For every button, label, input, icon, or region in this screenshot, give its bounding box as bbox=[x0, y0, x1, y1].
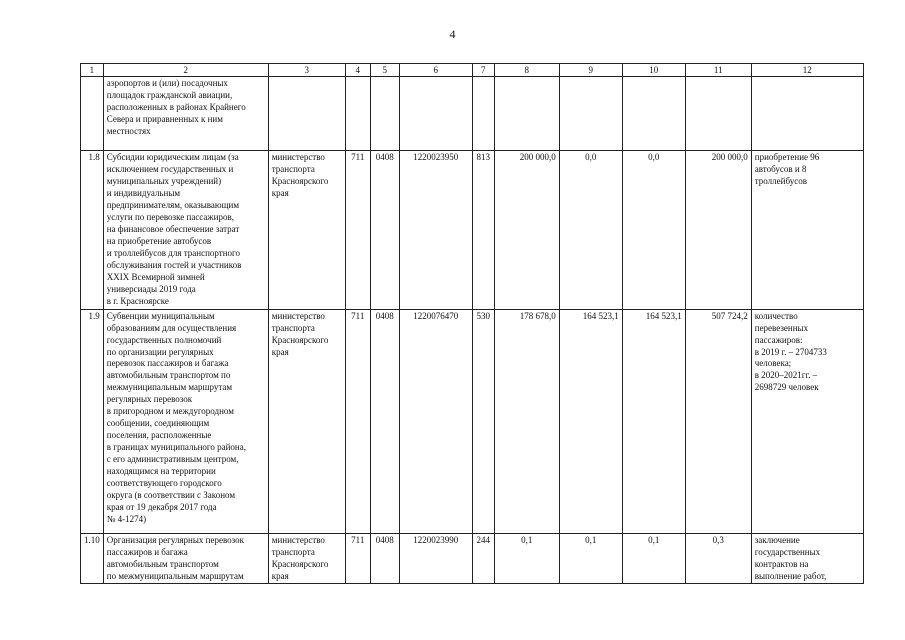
amount-2019 bbox=[494, 77, 559, 151]
target-article-code: 1220023950 bbox=[399, 151, 472, 310]
table-row bbox=[81, 533, 864, 584]
section-code: 0408 bbox=[370, 151, 399, 310]
amount-total: 507 724,2 bbox=[685, 309, 751, 533]
column-number: 12 bbox=[751, 64, 863, 77]
amount-2020 bbox=[559, 77, 622, 151]
row-number: 1.8 bbox=[81, 151, 104, 310]
amount-total bbox=[685, 77, 751, 151]
column-number: 10 bbox=[622, 64, 685, 77]
target-article-code: 1220023990 bbox=[399, 533, 472, 584]
section-code bbox=[370, 77, 399, 151]
program-measures-table bbox=[80, 63, 864, 584]
measure-description: Субсидии юридическим лицам (за исключением государственных и муниципальных учреждений) и индивидуальным предпринимателям, оказывающим услуги по перевозке пассажиров, на финансовое обеспечение затрат на приобретение автобусов и троллейбусов для транспортного обслуживания гостей и участников XXIX Всемирной зимней универсиады 2019 года в г. Красноярске bbox=[103, 151, 268, 310]
expected-result: количество перевезенных пассажиров: в 2019 г. – 2704733 человека; в 2020–2021гг. – 2698729 человек bbox=[751, 309, 863, 533]
executor: министерство транспорта Красноярского края bbox=[268, 151, 345, 310]
column-number: 5 bbox=[370, 64, 399, 77]
column-number: 6 bbox=[399, 64, 472, 77]
expense-type-code bbox=[472, 77, 494, 151]
measure-description: Субвенции муниципальным образованиям для осуществления государственных полномочий по организации регулярных перевозок пассажиров и багажа автомобильным транспортом по межмуниципальным маршрутам регулярных перевозок в пригородном и междугородном сообщении, соединяющим поселения, расположенные в границах муниципального района, с его административным центром, находящимся на территории соответствующего городского округа (в соответствии с Законом края от 19 декабря 2017 года № 4-1274) bbox=[103, 309, 268, 533]
amount-total: 200 000,0 bbox=[685, 151, 751, 310]
expected-result: приобретение 96 автобусов и 8 троллейбусов bbox=[751, 151, 863, 310]
table-row bbox=[81, 309, 864, 533]
measure-description: Организация регулярных перевозок пассажиров и багажа автомобильным транспортом по межмуниципальным маршрутам bbox=[103, 533, 268, 584]
grbs-code: 711 bbox=[345, 533, 370, 584]
expense-type-code: 813 bbox=[472, 151, 494, 310]
column-number: 2 bbox=[103, 64, 268, 77]
amount-2019: 178 678,0 bbox=[494, 309, 559, 533]
executor: министерство транспорта Красноярского края bbox=[268, 309, 345, 533]
column-number: 1 bbox=[81, 64, 104, 77]
expense-type-code: 244 bbox=[472, 533, 494, 584]
amount-2020: 164 523,1 bbox=[559, 309, 622, 533]
measure-description: аэропортов и (или) посадочных площадок гражданской авиации, расположенных в районах Крайнего Севера и приравненных к ним местностях bbox=[103, 77, 268, 151]
amount-2020: 0,1 bbox=[559, 533, 622, 584]
executor: министерство транспорта Красноярского края bbox=[268, 533, 345, 584]
amount-2021: 0,0 bbox=[622, 151, 685, 310]
amount-2019: 200 000,0 bbox=[494, 151, 559, 310]
row-number: 1.10 bbox=[81, 533, 104, 584]
column-number: 9 bbox=[559, 64, 622, 77]
table-row bbox=[81, 151, 864, 310]
expected-result bbox=[751, 77, 863, 151]
section-code: 0408 bbox=[370, 309, 399, 533]
amount-2021: 164 523,1 bbox=[622, 309, 685, 533]
expense-type-code: 530 bbox=[472, 309, 494, 533]
executor bbox=[268, 77, 345, 151]
section-code: 0408 bbox=[370, 533, 399, 584]
target-article-code bbox=[399, 77, 472, 151]
column-number: 3 bbox=[268, 64, 345, 77]
grbs-code bbox=[345, 77, 370, 151]
column-number: 8 bbox=[494, 64, 559, 77]
row-number: 1.9 bbox=[81, 309, 104, 533]
grbs-code: 711 bbox=[345, 151, 370, 310]
table-header-row bbox=[81, 64, 864, 77]
column-number: 7 bbox=[472, 64, 494, 77]
table-row bbox=[81, 77, 864, 151]
grbs-code: 711 bbox=[345, 309, 370, 533]
row-number bbox=[81, 77, 104, 151]
amount-2020: 0,0 bbox=[559, 151, 622, 310]
expected-result: заключение государственных контрактов на выполнение работ, bbox=[751, 533, 863, 584]
amount-2019: 0,1 bbox=[494, 533, 559, 584]
amount-2021 bbox=[622, 77, 685, 151]
amount-total: 0,3 bbox=[685, 533, 751, 584]
column-number: 4 bbox=[345, 64, 370, 77]
target-article-code: 1220076470 bbox=[399, 309, 472, 533]
amount-2021: 0,1 bbox=[622, 533, 685, 584]
page-number: 4 bbox=[449, 27, 456, 41]
column-number: 11 bbox=[685, 64, 751, 77]
